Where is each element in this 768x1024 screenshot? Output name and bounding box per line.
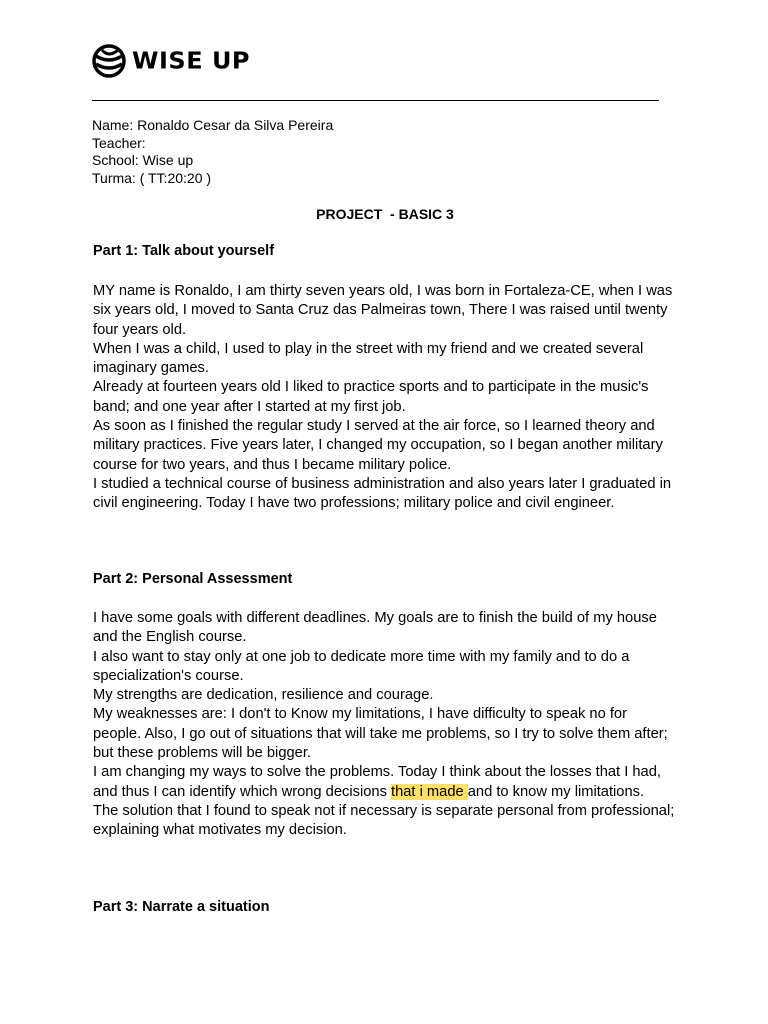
wise-up-logo-icon <box>92 44 126 78</box>
part2-paragraph: My strengths are dedication, resilience and courage. <box>93 687 434 704</box>
student-info <box>92 117 333 188</box>
logo-text: WISE UP <box>132 47 251 75</box>
teacher-field: Teacher: <box>92 134 146 151</box>
part1-paragraph: When I was a child, I used to play in the street with my friend and we created several imaginary games. <box>93 340 644 377</box>
paragraph-text: and to know my limitations. <box>467 783 645 800</box>
part1-paragraph: I studied a technical course of business administration and also years later I graduated in civil engineering. Today I have two professions; military police and civil engineer. <box>93 475 672 512</box>
paragraph-text: I am changing my ways to solve the problems. Today I think about the losses that I had, and thus I can identify which wrong decisions <box>93 764 661 800</box>
part1-paragraph: Already at fourteen years old I liked to practice sports and to participate in the music's band; and one year after I started at my first job. <box>93 379 649 415</box>
part2-paragraph-highlighted <box>93 763 678 802</box>
part2-body <box>93 609 678 841</box>
document-title-row <box>0 206 768 222</box>
document-title: PROJECT - BASIC 3 <box>316 206 454 222</box>
part3-heading: Part 3: Narrate a situation <box>93 899 270 915</box>
part1-heading: Part 1: Talk about yourself <box>93 243 275 259</box>
wise-up-logo <box>92 44 250 78</box>
part2-paragraph: My weaknesses are: I don't to Know my limitations, I have difficulty to speak no for people. Also, I go out of situations that will take me problems, so I try to solve them after; but these problems will be bigger. <box>93 706 668 762</box>
header-divider <box>92 100 659 101</box>
part1-paragraph: As soon as I finished the regular study I served at the air force, so I learned theory and military practices. Five years later, I changed my occupation, so I began another military course for two years, and thus I became military police. <box>93 418 663 473</box>
school-field: School: Wise up <box>92 152 194 169</box>
part1-body <box>93 282 678 514</box>
student-name: Name: Ronaldo Cesar da Silva Pereira <box>92 117 334 133</box>
part2-heading: Part 2: Personal Assessment <box>93 571 293 587</box>
highlighted-text: that i made <box>391 783 468 800</box>
part2-paragraph: The solution that I found to speak not if necessary is separate personal from professional; explaining what motivates my decision. <box>93 802 675 839</box>
part2-paragraph: I have some goals with different deadlines. My goals are to finish the build of my house and the English course. <box>93 610 657 646</box>
part1-paragraph: MY name is Ronaldo, I am thirty seven years old, I was born in Fortaleza-CE, when I was six years old, I moved to Santa Cruz das Palmeiras town, There I was raised until twenty four years old. <box>93 283 673 338</box>
turma-field: Turma: ( TT:20:20 ) <box>92 170 212 187</box>
part2-paragraph: I also want to stay only at one job to dedicate more time with my family and to do a specialization's course. <box>93 648 630 684</box>
